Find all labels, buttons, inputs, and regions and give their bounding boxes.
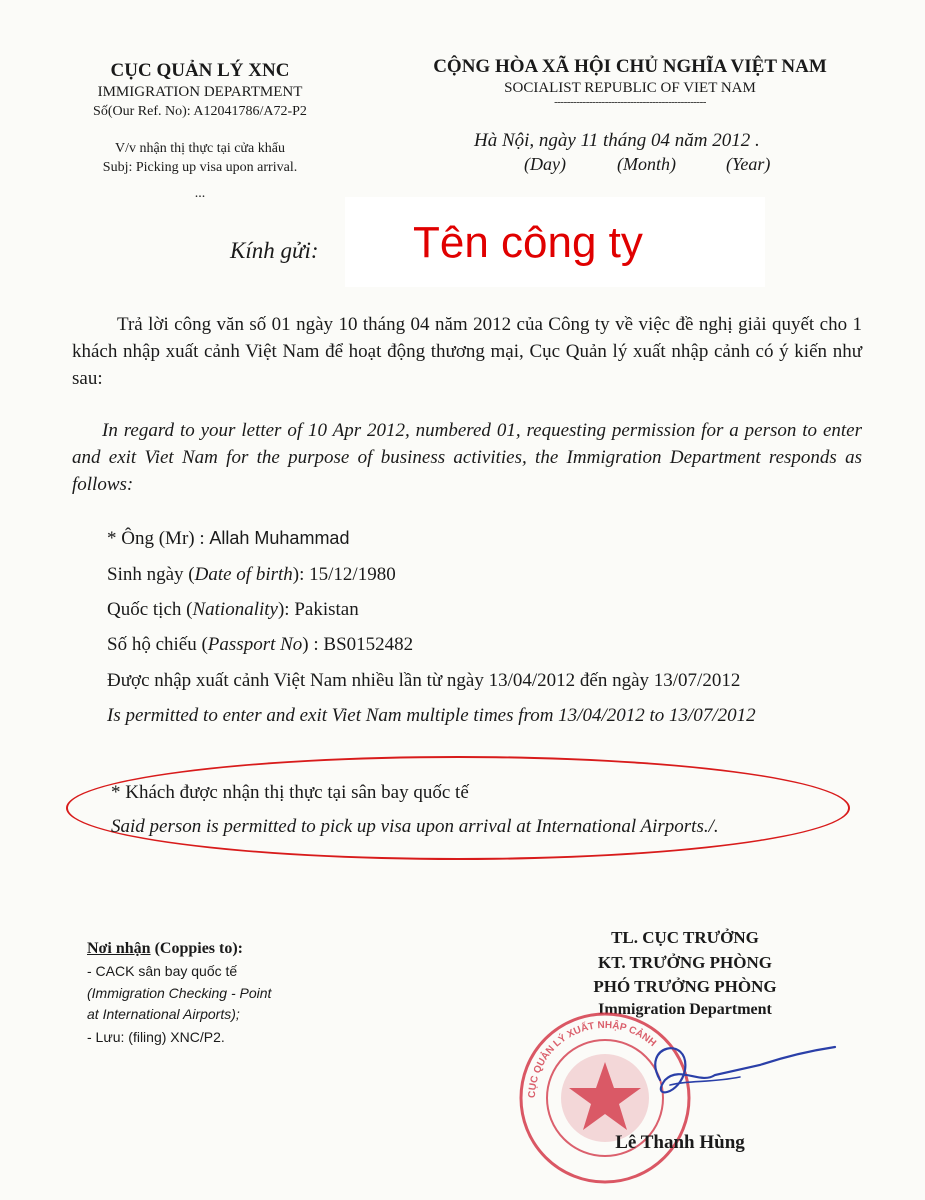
- date-month-label: (Month): [617, 154, 676, 174]
- date-day-label: (Day): [524, 154, 566, 174]
- sign-title-3: PHÓ TRƯỞNG PHÒNG: [593, 977, 777, 996]
- detail-name-value: Allah Muhammad: [209, 528, 350, 548]
- detail-passport-label: Số hộ chiếu (: [107, 634, 208, 655]
- subject-vi: V/v nhận thị thực tại cửa khẩu: [115, 141, 285, 156]
- sign-title-2: KT. TRƯỞNG PHÒNG: [598, 953, 772, 972]
- sign-title-1: TL. CỤC TRƯỞNG: [611, 928, 759, 947]
- header-divider: ------------------------------------------------: [554, 96, 706, 108]
- detail-passport-value: ) : BS0152482: [302, 634, 414, 655]
- date-year-label: (Year): [726, 154, 771, 174]
- recipient-item-1-en-a: (Immigration Checking - Point: [87, 985, 272, 1001]
- detail-dob: [107, 564, 396, 586]
- country-name-en: SOCIALIST REPUBLIC OF VIET NAM: [504, 80, 756, 96]
- recipients-title-rest: (Coppies to):: [150, 940, 243, 957]
- visa-note-en: Said person is permitted to pick up visa upon arrival at International Airports./.: [111, 816, 719, 837]
- date-line: Hà Nội, ngày 11 tháng 04 năm 2012 .: [474, 130, 760, 151]
- detail-nationality-value: ): Pakistan: [277, 599, 359, 620]
- detail-name-label: * Ông (Mr) :: [107, 528, 210, 549]
- detail-nationality-label: Quốc tịch (: [107, 599, 193, 620]
- sign-department: Immigration Department: [598, 1001, 772, 1018]
- body-paragraph-en: In regard to your letter of 10 Apr 2012, numbered 01, requesting permission for a person to enter and exit Viet Nam for the purpose of business activities, the Immigration Department responds as follows:: [72, 420, 862, 495]
- agency-name-en: IMMIGRATION DEPARTMENT: [97, 84, 303, 100]
- subject-en: Subj: Picking up visa upon arrival.: [102, 160, 298, 175]
- recipient-item-1-en-b: at International Airports);: [87, 1006, 240, 1022]
- red-highlight-circle: [66, 756, 850, 860]
- recipient-item-1: - CACK sân bay quốc tế: [87, 963, 238, 979]
- detail-dob-label: Sinh ngày (: [107, 564, 195, 585]
- recipients-title-underlined: Nơi nhận: [87, 940, 151, 957]
- detail-passport-label-en: Passport No: [207, 634, 303, 655]
- agency-name-vi: CỤC QUẢN LÝ XNC: [110, 60, 290, 81]
- signer-name: Lê Thanh Hùng: [615, 1132, 745, 1153]
- visa-note-vi: * Khách được nhận thị thực tại sân bay quốc tế: [111, 782, 469, 803]
- greeting-label: Kính gửi:: [230, 238, 319, 263]
- body-paragraph-vi: Trả lời công văn số 01 ngày 10 tháng 04 năm 2012 của Công ty về việc đề nghị giải quyết cho 1 khách nhập xuất cảnh Việt Nam để hoạt động thương mại, Cục Quản lý xuất nhập cảnh có ý kiến như sau:: [72, 314, 862, 389]
- company-name: Tên công ty: [413, 218, 643, 267]
- permit-line-vi: Được nhập xuất cảnh Việt Nam nhiều lần từ ngày 13/04/2012 đến ngày 13/07/2012: [107, 670, 741, 691]
- detail-dob-value: ): 15/12/1980: [292, 564, 396, 585]
- detail-nationality-label-en: Nationality: [192, 599, 278, 620]
- permit-line-en: Is permitted to enter and exit Viet Nam multiple times from 13/04/2012 to 13/07/2012: [107, 705, 756, 726]
- detail-name: [107, 528, 349, 550]
- country-name-vi: CỘNG HÒA XÃ HỘI CHỦ NGHĨA VIỆT NAM: [433, 56, 827, 77]
- reference-number: Số(Our Ref. No): A12041786/A72-P2: [93, 104, 307, 119]
- handwritten-signature: [600, 1025, 840, 1125]
- seal-arc-text: CỤC QUẢN LÝ XUẤT NHẬP CẢNH: [526, 1019, 658, 1099]
- recipient-item-2: - Lưu: (filing) XNC/P2.: [87, 1029, 225, 1045]
- detail-dob-label-en: Date of birth: [194, 564, 293, 585]
- detail-passport: [107, 634, 413, 656]
- recipients-title: [87, 940, 243, 958]
- header-dots: ...: [194, 186, 206, 201]
- detail-nationality: [107, 599, 359, 621]
